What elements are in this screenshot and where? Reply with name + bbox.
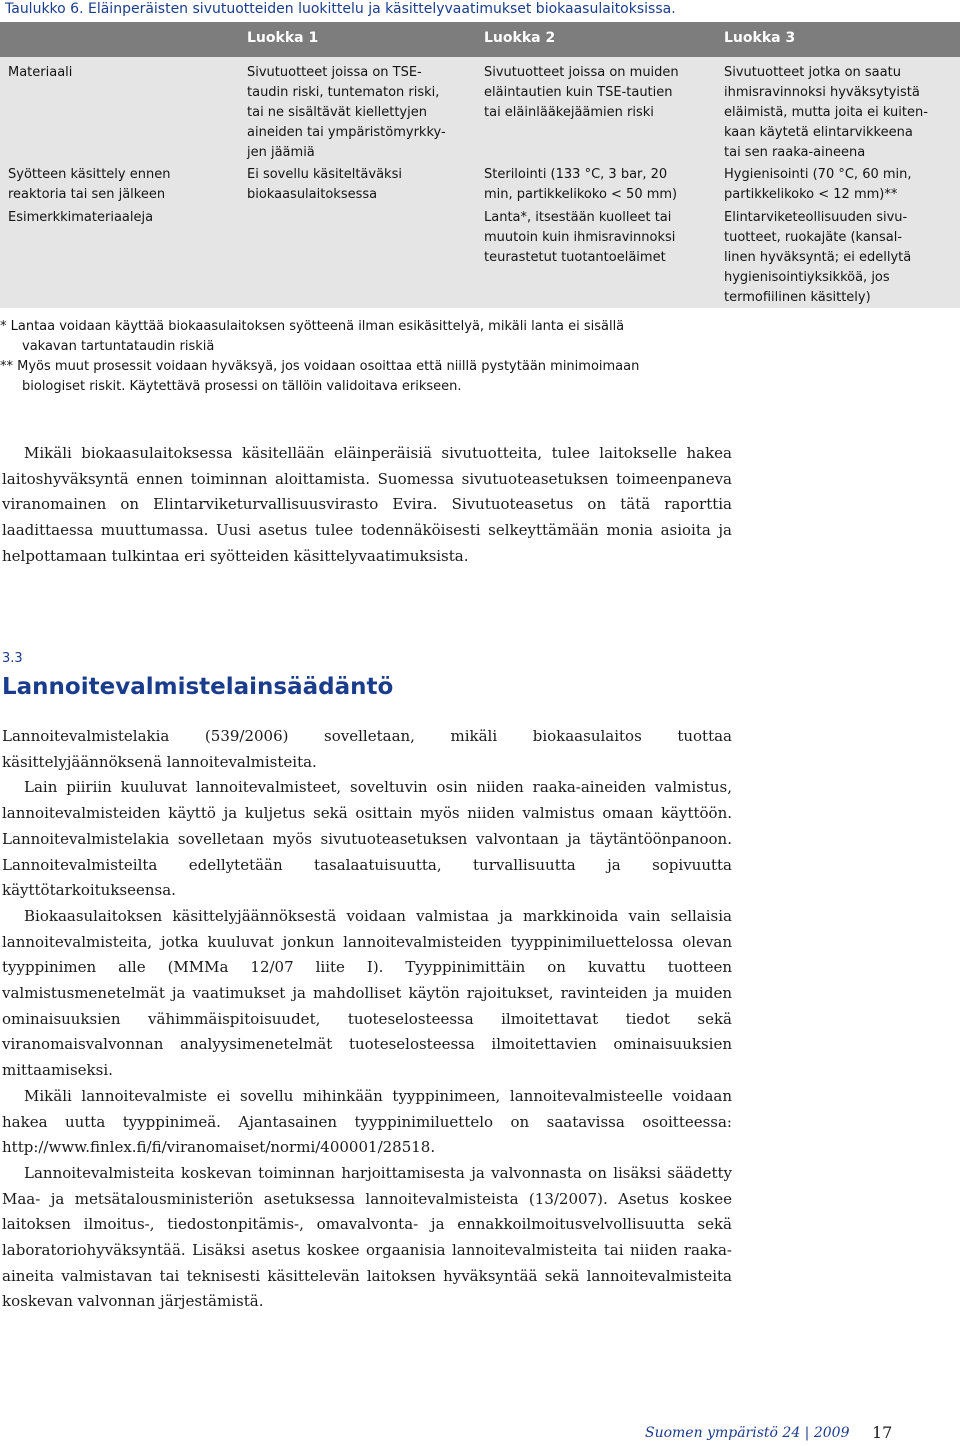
cell-kasittely-luokka-1: Ei sovellu käsiteltäväksi biokaasulaitoksessa bbox=[247, 167, 402, 202]
section-paragraph: Lain piiriin kuuluvat lannoitevalmisteet, soveltuvin osin niiden raaka-aineiden valmistus, lannoitevalmisteiden käyttö ja kuljetus sekä osittain myös niiden valmistus omaan käyttöön. Lannoitevalmistelakia sovelletaan myös sivutuoteasetuksen valvontaan ja täytäntöönpanoon. Lannoitevalmisteilta edellytetään tasalaatuisuutta, turvallisuutta ja sopivuutta käyttötarkoitukseensa. bbox=[2, 778, 732, 900]
section-body bbox=[2, 724, 732, 1315]
header-luokka-1: Luokka 1 bbox=[247, 30, 319, 46]
footnote-2: ** Myös muut prosessit voidaan hyväksyä, jos voidaan osoittaa että niillä pystytään minimoimaan biologiset riskit. Käytettävä prosessi on tällöin validoitava erikseen. bbox=[0, 359, 640, 394]
footer-publication: Suomen ympäristö 24 | 2009 bbox=[645, 1425, 850, 1441]
section-paragraph: Lannoitevalmisteita koskevan toiminnan harjoittamisesta ja valvonnasta on lisäksi säädetty Maa- ja metsätalousministeriön asetuksessa lannoitevalmisteista (13/2007). Asetus koskee laitoksen ilmoitus-, tiedostonpitämis-, omavalvonta- ja ennakkoilmoitusvelvollisuutta sekä laboratoriohyväksyntää. Lisäksi asetus koskee orgaanisia lannoitevalmisteita tai niiden raaka-aineita valmistavan tai teknisesti käsittelevän laitoksen hyväksyntää sekä lannoitevalmisteita koskevan valvonnan järjestämistä. bbox=[2, 1163, 732, 1311]
intro-paragraph: Mikäli biokaasulaitoksessa käsitellään eläinperäisiä sivutuotteita, tulee laitokselle hakea laitoshyväksyntä ennen toiminnan aloittamista. Suomessa sivutuoteasetuksen toimeenpaneva viranomainen on Elintarviketurvallisuusvirasto Evira. Sivutuoteasetus on tätä raporttia laadittaessa muuttumassa. Uusi asetus tulee todennäköisesti selkeyttämään monia asioita ja helpottamaan tulkintaa eri syötteiden käsittelyvaatimuksista. bbox=[2, 444, 732, 565]
row-label-materiaali: Materiaali bbox=[8, 65, 73, 80]
header-luokka-3: Luokka 3 bbox=[724, 30, 796, 46]
section-number: 3.3 bbox=[2, 651, 23, 666]
section-paragraph: Mikäli lannoitevalmiste ei sovellu mihinkään tyyppinimeen, lannoitevalmisteelle voidaan hakea uutta tyyppinimeä. Ajantasainen tyyppinimiluettelo on saatavissa osoitteessa: http://www.finlex.fi/fi/viranomaiset/normi/400001/28518. bbox=[2, 1086, 732, 1157]
row-label-kasittely: Syötteen käsittely ennen reaktoria tai sen jälkeen bbox=[8, 167, 171, 202]
section-paragraph: Lannoitevalmistelakia (539/2006) sovelletaan, mikäli biokaasulaitos tuottaa käsittelyjäännöksenä lannoitevalmisteita. bbox=[2, 727, 732, 771]
classification-table bbox=[0, 57, 960, 308]
cell-kasittely-luokka-3: Hygienisointi (70 °C, 60 min, partikkelikoko < 12 mm)** bbox=[724, 167, 912, 202]
footnote-1: * Lantaa voidaan käyttää biokaasulaitoksen syötteenä ilman esikäsittelyä, mikäli lanta ei sisällä vakavan tartuntataudin riskiä bbox=[0, 319, 625, 354]
cell-materiaali-luokka-3: Sivutuotteet jotka on saatu ihmisravinnoksi hyväksytyistä eläimistä, mutta joita ei kuiten- kaan käytetä elintarvikkeena tai sen raaka-aineena bbox=[724, 65, 928, 160]
intro-text bbox=[2, 441, 732, 570]
cell-kasittely-luokka-2: Sterilointi (133 °C, 3 bar, 20 min, partikkelikoko < 50 mm) bbox=[484, 167, 678, 202]
table-header-row bbox=[0, 22, 960, 57]
section-title: Lannoitevalmistelainsäädäntö bbox=[2, 674, 394, 700]
table-caption: Taulukko 6. Eläinperäisten sivutuotteiden luokittelu ja käsittelyvaatimukset biokaasulaitoksissa. bbox=[5, 1, 676, 17]
table-footnotes bbox=[0, 317, 960, 397]
section-paragraph: Biokaasulaitoksen käsittelyjäännöksestä voidaan valmistaa ja markkinoida vain sellaisia lannoitevalmisteita, jotka kuuluvat jonkun lannoitevalmisteiden tyyppinimiluettelossa olevan tyyppinimen alle (MMMa 12/07 liite I). Tyyppinimittäin on kuvattu tuotteen valmistusmenetelmät ja vaatimukset ja mahdolliset käytön rajoitukset, ravinteiden ja muiden ominaisuuksien vähimmäispitoisuudet, tuoteselosteessa ilmoitettavat tiedot sekä viranomaisvalvonnan analyysimenetelmät tuoteselosteessa ilmoitettavien ominaisuuksien mittaamiseksi. bbox=[2, 906, 732, 1080]
page-number: 17 bbox=[872, 1423, 893, 1442]
cell-esimerkit-luokka-3: Elintarviketeollisuuden sivu- tuotteet, ruokajäte (kansal- linen hyväksyntä; ei edellytä hygienisointiyksikköä, jos termofiilinen käsittely) bbox=[724, 210, 912, 305]
cell-materiaali-luokka-1: Sivutuotteet joissa on TSE- taudin riski, tuntematon riski, tai ne sisältävät kiellettyjen aineiden tai ympäristömyrkky- jen jäämiä bbox=[247, 65, 446, 160]
cell-esimerkit-luokka-2: Lanta*, itsestään kuolleet tai muutoin kuin ihmisravinnoksi teurastetut tuotantoeläimet bbox=[484, 210, 676, 265]
row-label-esimerkit: Esimerkkimateriaaleja bbox=[8, 210, 154, 225]
cell-materiaali-luokka-2: Sivutuotteet joissa on muiden eläintautien kuin TSE-tautien tai eläinlääkejäämien riski bbox=[484, 65, 679, 120]
header-luokka-2: Luokka 2 bbox=[484, 30, 556, 46]
